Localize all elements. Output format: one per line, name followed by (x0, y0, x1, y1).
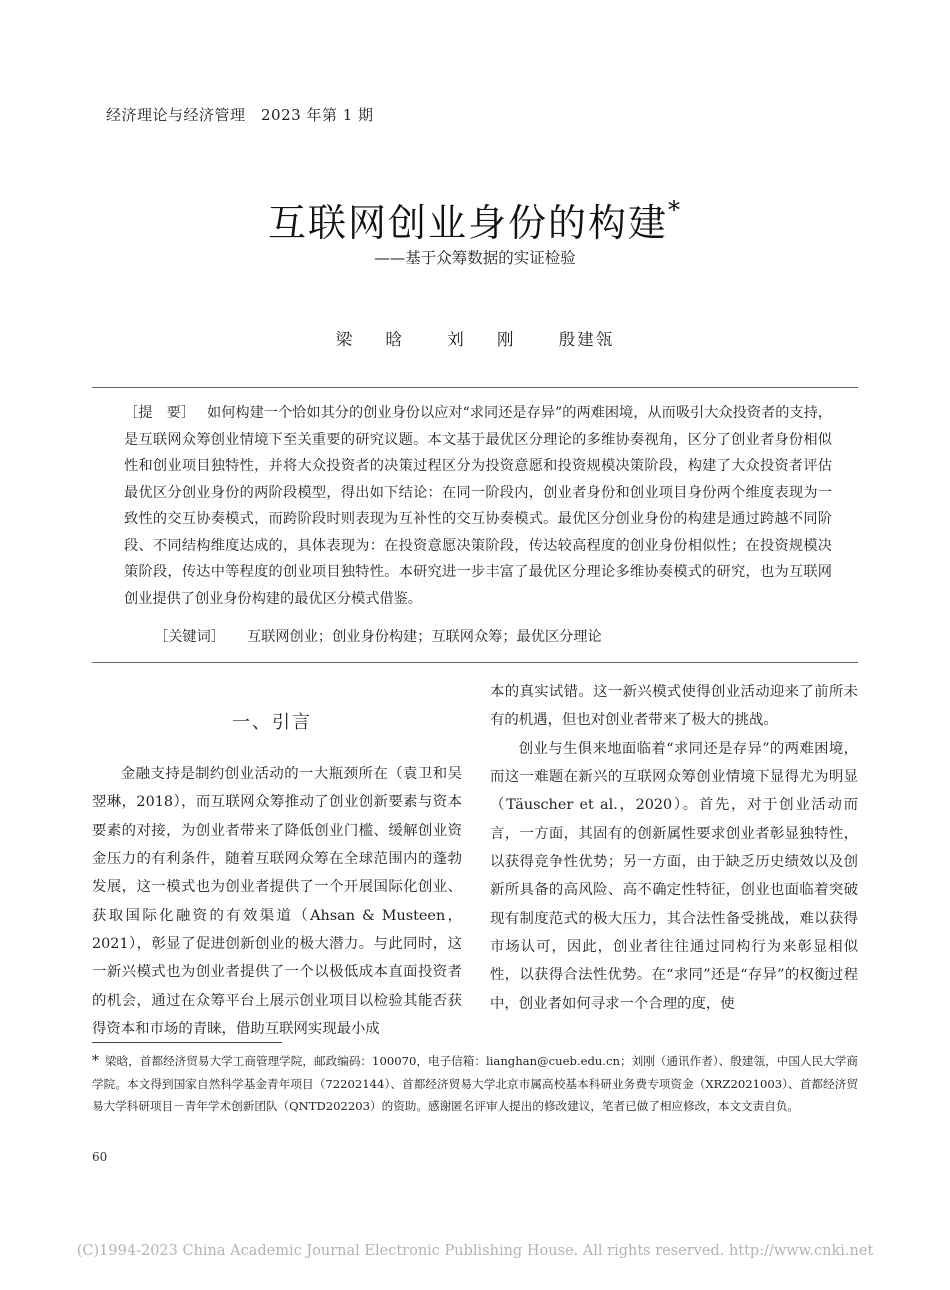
keywords (154, 624, 834, 650)
abstract-bottom-rule (92, 662, 858, 663)
cnki-copyright-line: (C)1994-2023 China Academic Journal Electronic Publishing House. All rights reserved. http://www.cnki.net (76, 1243, 874, 1259)
author-list (0, 326, 950, 350)
footnote (92, 1050, 858, 1118)
author-3: 殷建瓴 (558, 330, 615, 349)
author-2: 刘 刚 (447, 330, 528, 349)
left-column (92, 760, 462, 1043)
article-subtitle: ——基于众筹数据的实证检验 (374, 249, 576, 267)
abstract-label: ［提 要］ (124, 405, 195, 421)
section-heading: 一、引言 (232, 712, 312, 733)
author-1: 梁 晗 (335, 330, 416, 349)
footnote-text: 梁晗，首都经济贸易大学工商管理学院，邮政编码：100070，电子信箱：lianghan@cueb.edu.cn；刘刚（通讯作者）、殷建瓴，中国人民大学商学院。本文得到国家自然科学基金青年项目（72202144）、首都经济贸易大学北京市属高校基本科研业务费专项资金（XRZ2021003）、首都经济贸易大学科研项目－青年学术创新团队（QNTD202203）的资助。感谢匿名评审人提出的修改建议，笔者已做了相应修改，本文文责自负。 (92, 1054, 858, 1113)
article-title-text: 互联网创业身份的构建 (267, 201, 668, 245)
left-paragraph-1: 金融支持是制约创业活动的一大瓶颈所在（袁卫和吴翌琳，2018），而互联网众筹推动了创业创新要素与资本要素的对接，为创业者带来了降低创业门槛、缓解创业资金压力的有利条件，随着互联网众筹在全球范围内的蓬勃发展，这一模式也为创业者提供了一个开展国际化创业、获取国际化融资的有效渠道（Ahsan & Musteen，2021），彰显了促进创新创业的极大潜力。与此同时，这一新兴模式也为创业者提供了一个以极低成本直面投资者的机会，通过在众筹平台上展示创业项目以检验其能否获得资本和市场的青睐，借助互联网实现最小成 (92, 766, 462, 1038)
keywords-text: 互联网创业；创业身份构建；互联网众筹；最优区分理论 (246, 629, 602, 645)
abstract-top-rule (92, 387, 858, 388)
footnote-rule (92, 1042, 282, 1043)
right-paragraph-1: 本的真实试错。这一新兴模式使得创业活动迎来了前所未有的机遇，但也对创业者带来了极大的挑战。 (490, 684, 858, 729)
article-title (0, 192, 950, 247)
page-number: 60 (92, 1150, 108, 1164)
keywords-label: ［关键词］ (154, 629, 225, 645)
abstract (124, 400, 832, 612)
running-head: 经济理论与经济管理 2023 年第 1 期 (106, 106, 374, 124)
footnote-mark: * (92, 1053, 99, 1069)
right-paragraph-2: 创业与生俱来地面临着“求同还是存异”的两难困境，而这一难题在新兴的互联网众筹创业情境下显得尤为明显（Täuscher et al.，2020）。首先，对于创业活动而言，一方面，其固有的创新属性要求创业者彰显独特性，以获得竞争性优势；另一方面，由于缺乏历史绩效以及创新所具备的高风险、高不确定性特征，创业也面临着突破现有制度范式的极大压力，其合法性备受挑战，难以获得市场认可，因此，创业者往往通过同构行为来彰显相似性，以获得合法性优势。在“求同”还是“存异”的权衡过程中，创业者如何寻求一个合理的度，使 (490, 740, 858, 1012)
abstract-text: 如何构建一个恰如其分的创业身份以应对“求同还是存异”的两难困境，从而吸引大众投资者的支持，是互联网众筹创业情境下至关重要的研究议题。本文基于最优区分理论的多维协奏视角，区分了创业者身份相似性和创业项目独特性，并将大众投资者的决策过程区分为投资意愿和投资规模决策阶段，构建了大众投资者评估最优区分创业身份的两阶段模型，得出如下结论：在同一阶段内，创业者身份和创业项目身份两个维度表现为一致性的交互协奏模式，而跨阶段时则表现为互补性的交互协奏模式。最优区分创业身份的构建是通过跨越不同阶段、不同结构维度达成的，具体表现为：在投资意愿决策阶段，传达较高程度的创业身份相似性；在投资规模决策阶段，传达中等程度的创业项目独特性。本研究进一步丰富了最优区分理论多维协奏模式的研究，也为互联网创业提供了创业身份构建的最优区分模式借鉴。 (124, 405, 832, 607)
right-column (490, 678, 858, 1018)
title-footnote-mark: * (668, 196, 682, 225)
